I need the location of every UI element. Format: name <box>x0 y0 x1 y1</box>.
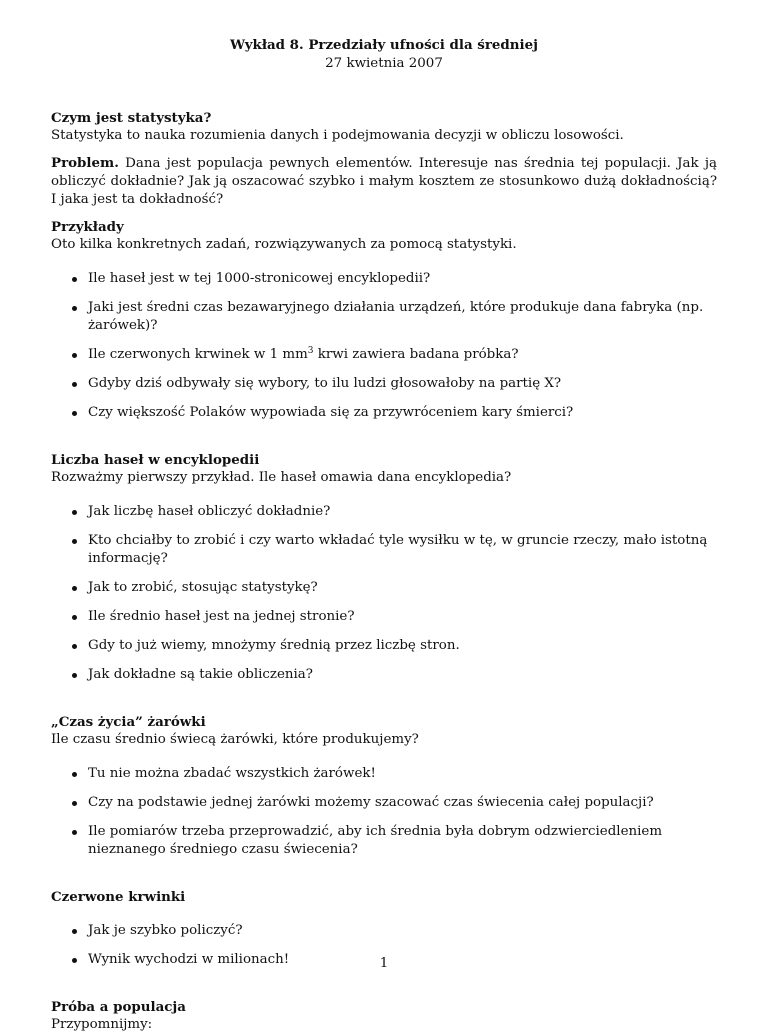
superscript: 3 <box>307 346 314 356</box>
list-item: Jak je szybko policzyć? <box>51 922 717 940</box>
problem-label: Problem. <box>51 155 119 171</box>
list-item: Kto chciałby to zrobić i czy warto wkładać tyle wysiłku w tę, w gruncie rzeczy, mało istotną informację? <box>51 532 717 568</box>
document-body <box>51 109 717 1034</box>
lecture-title: Wykład 8. Przedziały ufności dla średniej <box>230 37 538 53</box>
section-bulb-lifetime <box>51 713 717 859</box>
section-title: Czym jest statystyka? <box>51 110 212 126</box>
section-title: Liczba haseł w encyklopedii <box>51 452 260 468</box>
section-title: „Czas życia” żarówki <box>51 714 206 730</box>
list-item-text: krwi zawiera badana próbka? <box>313 347 519 362</box>
list-item: Gdy to już wiemy, mnożymy średnią przez liczbę stron. <box>51 637 717 655</box>
section-sample-population <box>51 998 717 1034</box>
list-item: Jak liczbę haseł obliczyć dokładnie? <box>51 503 717 521</box>
list-item: Ile pomiarów trzeba przeprowadzić, aby ich średnia była dobrym odzwierciedleniem nieznanego średniego czasu świecenia? <box>51 823 717 859</box>
list-item: Czy większość Polaków wypowiada się za przywróceniem kary śmierci? <box>51 404 717 422</box>
paragraph: Statystyka to nauka rozumienia danych i podejmowania decyzji w obliczu losowości. <box>51 128 624 143</box>
page-number: 1 <box>379 956 389 971</box>
section-title: Próba a populacja <box>51 999 186 1015</box>
list-item: Jak dokładne są takie obliczenia? <box>51 666 717 684</box>
list-item-text: Ile czerwonych krwinek w 1 mm <box>88 347 308 362</box>
section-what-is-statistics <box>51 109 717 145</box>
section-title: Czerwone krwinki <box>51 889 186 905</box>
list-item: Jaki jest średni czas bezawaryjnego działania urządzeń, które produkuje dana fabryka (np. żarówek)? <box>51 299 717 335</box>
encyclopedia-list <box>51 503 717 684</box>
list-item: Tu nie można zbadać wszystkich żarówek! <box>51 765 717 783</box>
paragraph: Przypomnijmy: <box>51 1017 153 1032</box>
list-item: Ile haseł jest w tej 1000-stronicowej encyklopedii? <box>51 270 717 288</box>
list-item: Gdyby dziś odbywały się wybory, to ilu ludzi głosowałoby na partię X? <box>51 375 717 393</box>
list-item: Wynik wychodzi w milionach! <box>51 951 717 969</box>
paragraph: Rozważmy pierwszy przykład. Ile haseł omawia dana encyklopedia? <box>51 470 512 485</box>
section-title: Przykłady <box>51 219 124 235</box>
paragraph: Ile czasu średnio świecą żarówki, które produkujemy? <box>51 732 419 747</box>
problem-text: Dana jest populacja pewnych elementów. Interesuje nas średnia tej populacji. Jak ją obliczyć dokładnie? Jak ją oszacować szybko i małym kosztem ze stosunkowo dużą dokładnością? I jaka jest ta dokładność? <box>51 156 717 207</box>
section-examples <box>51 218 717 422</box>
paragraph: Oto kilka konkretnych zadań, rozwiązywanych za pomocą statystyki. <box>51 237 517 252</box>
list-item: Jak to zrobić, stosując statystykę? <box>51 579 717 597</box>
list-item: Czy na podstawie jednej żarówki możemy szacować czas świecenia całej populacji? <box>51 794 717 812</box>
section-encyclopedia <box>51 451 717 684</box>
document-header <box>0 36 768 73</box>
bulb-list <box>51 765 717 859</box>
examples-list <box>51 270 717 422</box>
list-item: Ile średnio haseł jest na jednej stronie? <box>51 608 717 626</box>
list-item <box>51 346 717 364</box>
lecture-date: 27 kwietnia 2007 <box>325 56 443 71</box>
problem-paragraph <box>51 154 717 209</box>
